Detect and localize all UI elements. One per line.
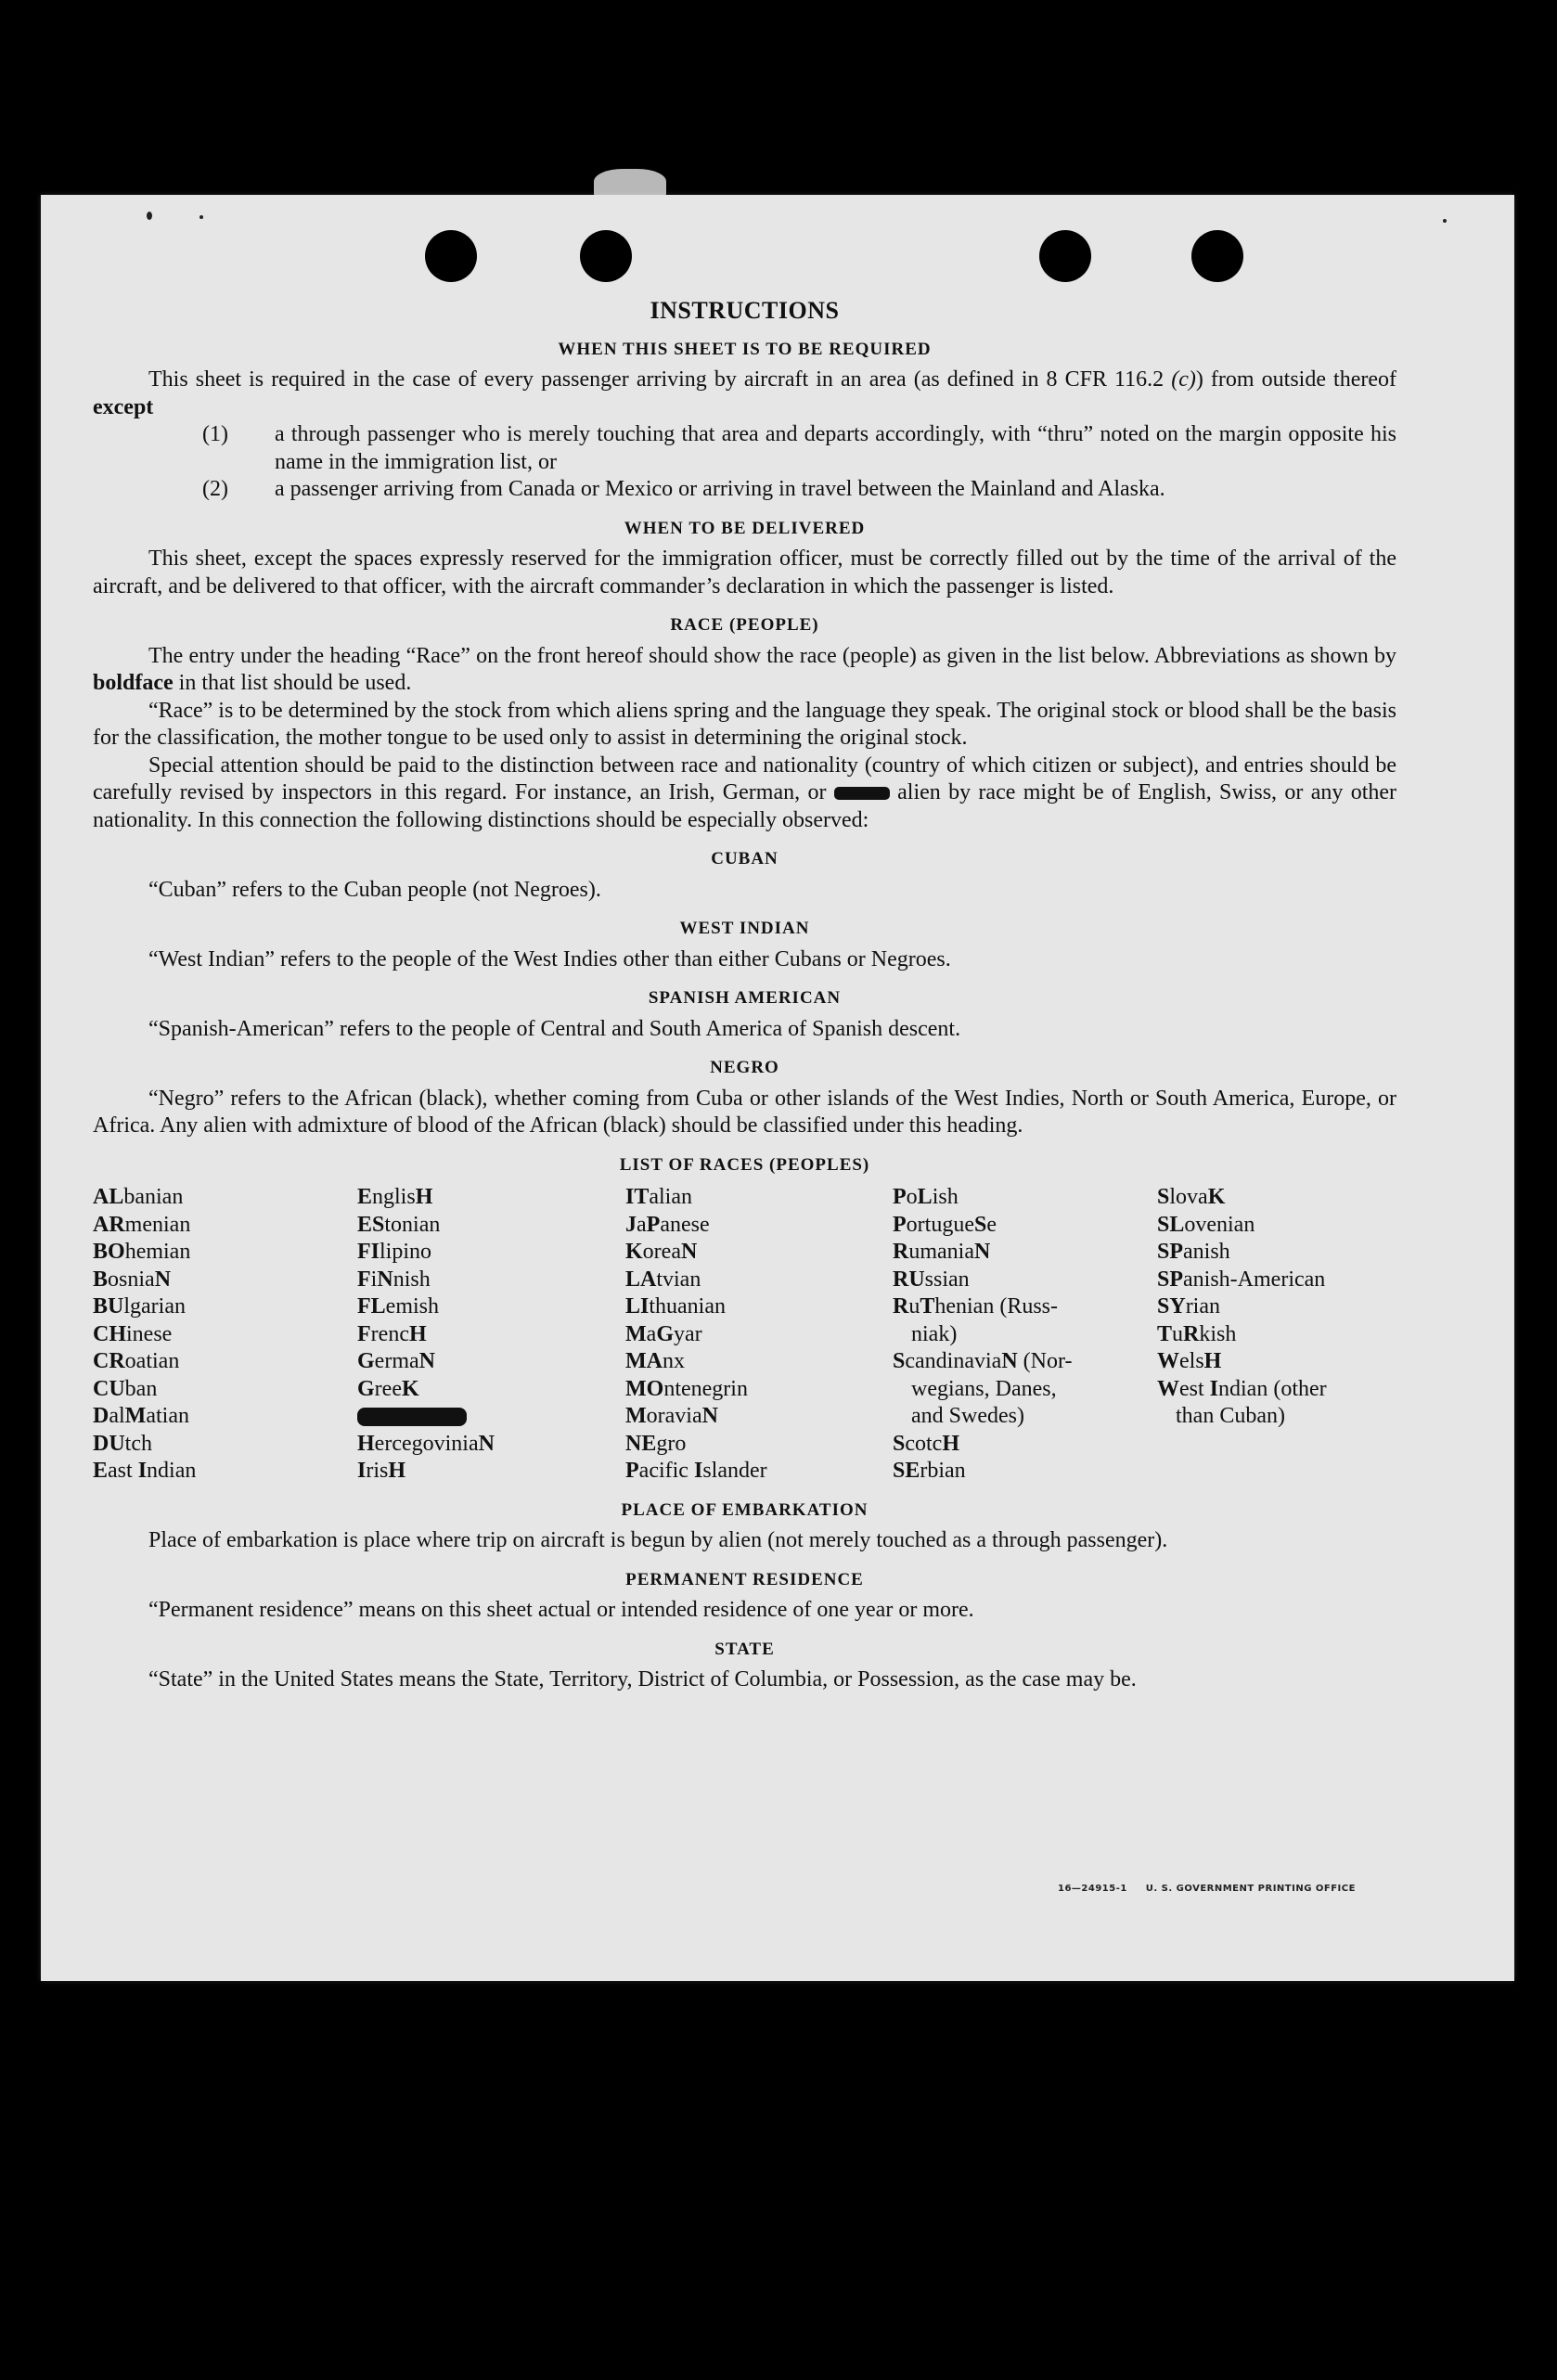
section-heading-race: RACE (PEOPLE) bbox=[670, 615, 819, 635]
printer-imprint: U. S. GOVERNMENT PRINTING OFFICE bbox=[1145, 1884, 1356, 1894]
race-entry: LAtvian bbox=[625, 1267, 701, 1292]
race-entry: MOntenegrin bbox=[625, 1376, 748, 1401]
race-entry: SPanish bbox=[1157, 1240, 1230, 1264]
race-entry: RUssian bbox=[893, 1267, 970, 1292]
race-entry: IrisH bbox=[357, 1459, 406, 1483]
race-entry: BUlgarian bbox=[93, 1294, 186, 1319]
race-entry: SYrian bbox=[1157, 1294, 1220, 1319]
state-text: “State” in the United States means the State, Territory, District of Columbia, or Possession, as the case may be. bbox=[148, 1667, 1137, 1692]
race-entry: CUban bbox=[93, 1376, 158, 1401]
redaction-mark bbox=[834, 787, 890, 800]
race-entry: SPanish-American bbox=[1157, 1267, 1326, 1292]
section-heading-spanish-american: SPANISH AMERICAN bbox=[648, 988, 842, 1008]
section-heading-state: STATE bbox=[714, 1639, 775, 1659]
section-heading-west-indian: WEST INDIAN bbox=[679, 919, 810, 938]
cuban-text: “Cuban” refers to the Cuban people (not Negroes). bbox=[148, 877, 601, 902]
race-entry: CRoatian bbox=[93, 1349, 180, 1373]
race-entry: GermaN bbox=[357, 1349, 435, 1373]
race-entry: GreeK bbox=[357, 1376, 419, 1401]
race-entry: SErbian bbox=[893, 1459, 966, 1483]
redaction-mark bbox=[357, 1408, 467, 1426]
section-heading-list-of-races: LIST OF RACES (PEOPLES) bbox=[619, 1154, 870, 1175]
race-paragraph-3: Special attention should be paid to the distinction between race and nationality (country of which citizen or subject), and entries should be carefully revised by inspectors in this regard. For instance, an Irish, German, or alien by race might be of English, Swiss, or any other nationality. In this connection the following distinctions should be especially observed: bbox=[93, 753, 1397, 832]
race-entry: East Indian bbox=[93, 1459, 197, 1483]
race-entry: Pacific Islander bbox=[625, 1459, 767, 1483]
race-entry: SlovaK bbox=[1157, 1185, 1226, 1209]
races-list bbox=[93, 1184, 1396, 1486]
punch-hole-3 bbox=[1039, 230, 1091, 282]
race-paragraph-1: The entry under the heading “Race” on the front hereof should show the race (people) as given in the list below. Abbreviations as shown by boldface in that list should be used. bbox=[93, 643, 1396, 695]
races-column bbox=[625, 1184, 893, 1486]
race-entry: ARmenian bbox=[93, 1212, 191, 1237]
race-entry: EStonian bbox=[357, 1212, 441, 1237]
race-entry: PoLish bbox=[893, 1185, 959, 1209]
section-heading-residence: PERMANENT RESIDENCE bbox=[625, 1569, 864, 1589]
races-column bbox=[893, 1184, 1157, 1486]
residence-text: “Permanent residence” means on this sheet actual or intended residence of one year or more. bbox=[148, 1598, 974, 1622]
speck bbox=[147, 212, 152, 220]
race-paragraph-2: “Race” is to be determined by the stock from which aliens spring and the language they speak. The original stock or blood shall be the basis for the classification, the mother tongue to be used only to assist in determining the original stock. bbox=[93, 698, 1396, 750]
race-entry: MoraviaN bbox=[625, 1404, 718, 1428]
race-entry: RuThenian (Russ- niak) bbox=[893, 1294, 1059, 1346]
form-number: 16—24915-1 bbox=[1058, 1884, 1127, 1894]
punch-hole-2 bbox=[580, 230, 632, 282]
punch-hole-4 bbox=[1191, 230, 1243, 282]
race-entry: West Indian (other than Cuban) bbox=[1157, 1376, 1327, 1428]
race-entry: LIthuanian bbox=[625, 1294, 726, 1319]
exception-item-1: (1) a through passenger who is merely touching that area and departs accordingly, with “thru” noted on the margin opposite his name in the immigration list, or bbox=[202, 422, 1396, 474]
when-delivered-text: This sheet, except the spaces expressly reserved for the immigration officer, must be correctly filled out by the time of the arrival of the aircraft, and be delivered to that officer, with the aircraft commander’s declaration in which the passenger is listed. bbox=[93, 547, 1396, 598]
race-entry: HercegoviniaN bbox=[357, 1431, 495, 1456]
exception-item-2: (2) a passenger arriving from Canada or Mexico or arriving in travel between the Mainland and Alaska. bbox=[202, 477, 1165, 501]
race-entry: RumaniaN bbox=[893, 1240, 991, 1264]
race-entry: BosniaN bbox=[93, 1267, 172, 1292]
race-entry: EnglisH bbox=[357, 1185, 433, 1209]
speck bbox=[1443, 219, 1447, 223]
negro-text: “Negro” refers to the African (black), whether coming from Cuba or other islands of the West Indies, North or South America, Europe, or Africa. Any alien with admixture of blood of the African (black) should be classified under this heading. bbox=[93, 1086, 1396, 1138]
section-heading-negro: NEGRO bbox=[710, 1058, 779, 1077]
page-title: INSTRUCTIONS bbox=[650, 297, 840, 324]
west-indian-text: “West Indian” refers to the people of the West Indies other than either Cubans or Negroes. bbox=[148, 946, 951, 971]
when-required-intro: This sheet is required in the case of every passenger arriving by aircraft in an area (as defined in 8 CFR 116.2 (c)) from outside thereof except bbox=[93, 367, 1397, 419]
race-entry: ScandinaviaN (Nor- wegians, Danes, and Swedes) bbox=[893, 1349, 1073, 1428]
race-entry bbox=[357, 1403, 625, 1431]
race-entry: MaGyar bbox=[625, 1321, 702, 1346]
race-entry: KoreaN bbox=[625, 1240, 698, 1264]
race-entry: DUtch bbox=[93, 1431, 152, 1456]
race-entry: TuRkish bbox=[1157, 1321, 1237, 1346]
race-entry: ITalian bbox=[625, 1185, 692, 1209]
race-entry: WelsH bbox=[1157, 1349, 1222, 1373]
race-entry: ScotcH bbox=[893, 1431, 960, 1456]
race-entry: MAnx bbox=[625, 1349, 685, 1373]
races-column bbox=[93, 1184, 357, 1486]
race-entry: FrencH bbox=[357, 1321, 427, 1346]
race-entry: FLemish bbox=[357, 1294, 439, 1319]
spanish-american-text: “Spanish-American” refers to the people of Central and South America of Spanish descent. bbox=[148, 1016, 961, 1041]
races-column bbox=[1157, 1184, 1396, 1486]
race-entry: FIlipino bbox=[357, 1240, 432, 1264]
instructions-content bbox=[93, 297, 1396, 1694]
section-heading-embarkation: PLACE OF EMBARKATION bbox=[621, 1499, 869, 1520]
race-entry: PortugueSe bbox=[893, 1212, 997, 1237]
punch-hole-1 bbox=[425, 230, 477, 282]
race-entry: NEgro bbox=[625, 1431, 687, 1456]
races-column bbox=[357, 1184, 625, 1486]
race-entry: BOhemian bbox=[93, 1240, 191, 1264]
form-footer bbox=[1058, 1884, 1356, 1894]
race-entry: SLovenian bbox=[1157, 1212, 1255, 1237]
race-entry: DalMatian bbox=[93, 1404, 189, 1428]
section-heading-when-required: WHEN THIS SHEET IS TO BE REQUIRED bbox=[558, 339, 932, 359]
section-heading-cuban: CUBAN bbox=[711, 849, 778, 868]
race-entry: JaPanese bbox=[625, 1212, 710, 1237]
race-entry: FiNnish bbox=[357, 1267, 431, 1292]
race-entry: CHinese bbox=[93, 1321, 173, 1346]
section-heading-when-delivered: WHEN TO BE DELIVERED bbox=[624, 518, 866, 538]
speck bbox=[199, 215, 203, 219]
race-entry: ALbanian bbox=[93, 1185, 184, 1209]
embarkation-text: Place of embarkation is place where trip on aircraft is begun by alien (not merely touched as a through passenger). bbox=[148, 1528, 1168, 1552]
